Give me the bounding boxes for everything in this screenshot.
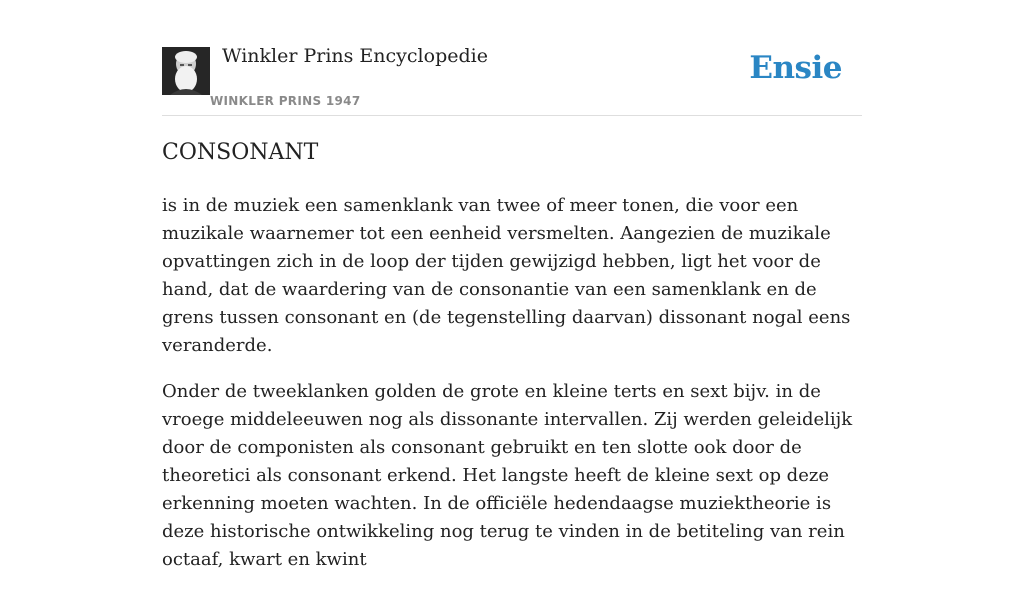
article-title: CONSONANT — [162, 140, 319, 165]
portrait-icon — [162, 47, 210, 95]
article-body — [162, 192, 862, 592]
article-paragraph: Onder de tweeklanken golden de grote en kleine terts en sext bijv. in de vroege middeleeuwen nog als dissonante intervallen. Zij werden geleidelijk door de componisten als consonant gebruikt en ten slotte ook door de theoretici als consonant erkend. Het langste heeft de kleine sext op deze erkenning moeten wachten. In de officiële hedendaagse muziektheorie is deze historische ontwikkeling nog terug te vinden in de betiteling van rein octaaf, kwart en kwint — [162, 381, 853, 570]
brand-logo[interactable]: Ensie — [749, 50, 842, 86]
edition-label[interactable]: WINKLER PRINS 1947 — [210, 94, 361, 108]
page — [162, 0, 862, 570]
encyclopedia-title[interactable]: Winkler Prins Encyclopedie — [222, 45, 488, 67]
article-paragraph: is in de muziek een samenklank van twee of meer tonen, die voor een muzikale waarnemer tot een eenheid versmelten. Aangezien de muzikale opvattingen zich in de loop der tijden gewijzigd hebben, ligt het voor de hand, dat de waardering van de consonantie van een samenklank en de grens tussen consonant en (de tegenstelling daarvan) dissonant nogal eens veranderde. — [162, 195, 851, 356]
author-avatar[interactable] — [162, 47, 210, 95]
header — [162, 0, 862, 116]
